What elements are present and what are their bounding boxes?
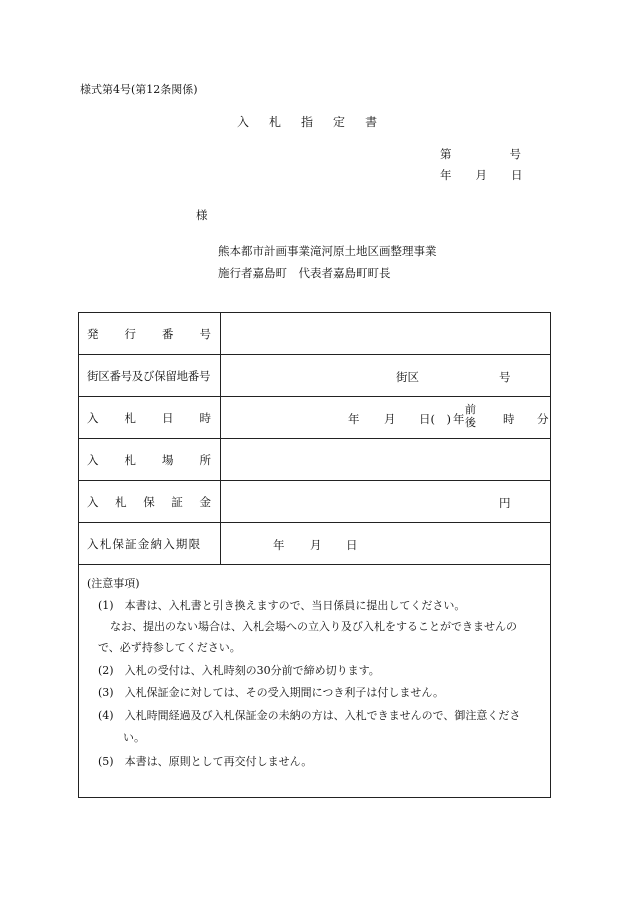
go-text: 号 bbox=[499, 370, 511, 384]
label-bid-place bbox=[79, 439, 221, 480]
note-5: (5) 本書は、原則として再交付しません。 bbox=[98, 755, 313, 768]
issuer-line-1: 熊本都市計画事業滝河原土地区画整理事業 bbox=[218, 244, 437, 258]
row-bid-deposit bbox=[79, 481, 550, 523]
pm-text: 後 bbox=[465, 416, 476, 429]
label-char: 日 bbox=[162, 410, 174, 425]
label-char: 時 bbox=[199, 410, 211, 425]
document-title bbox=[237, 113, 397, 130]
issue-year: 年 bbox=[440, 168, 452, 182]
row-block-number bbox=[79, 355, 550, 397]
issue-number bbox=[440, 146, 521, 162]
form-table bbox=[78, 312, 551, 798]
issue-dai: 第 bbox=[440, 147, 452, 161]
yen-text: 円 bbox=[499, 496, 511, 510]
issue-month: 月 bbox=[475, 168, 487, 182]
label-issue-number bbox=[79, 313, 221, 354]
hour-text: 時 bbox=[503, 412, 515, 426]
note-1-continued: なお、提出のない場合は、入札会場への立入り及び入札をすることができませんの bbox=[110, 620, 517, 633]
label-char: 入 bbox=[87, 494, 99, 509]
title-char: 定 bbox=[333, 115, 346, 129]
notes-heading: (注意事項) bbox=[87, 577, 140, 590]
issue-date bbox=[440, 167, 523, 183]
label-char: 入 bbox=[87, 410, 99, 425]
deadline-day: 日 bbox=[346, 538, 358, 552]
title-char: 入 bbox=[237, 115, 250, 129]
label-char: 行 bbox=[124, 326, 136, 341]
value-bid-place[interactable] bbox=[221, 439, 550, 480]
row-bid-datetime bbox=[79, 397, 550, 439]
day-text: 日( ) bbox=[419, 412, 451, 426]
label-block-number: 街区番号及び保留地番号 bbox=[79, 355, 221, 396]
note-2: (2) 入札の受付は、入札時刻の30分前で締め切ります。 bbox=[98, 664, 380, 677]
year-text: 年 bbox=[348, 412, 360, 426]
row-bid-place bbox=[79, 439, 550, 481]
issuer-line-2: 施行者嘉島町 代表者嘉島町町長 bbox=[218, 266, 391, 280]
note-3: (3) 入札保証金に対しては、その受入期間につき利子は付しません。 bbox=[98, 686, 445, 699]
block-text: 街区 bbox=[396, 370, 419, 384]
note-4: (4) 入札時間経過及び入札保証金の未納の方は、入札できませんので、御注意くださ bbox=[98, 709, 521, 722]
issue-day: 日 bbox=[511, 168, 523, 182]
label-char: 金 bbox=[199, 494, 211, 509]
value-bid-deposit[interactable] bbox=[221, 481, 550, 522]
issue-go: 号 bbox=[509, 147, 521, 161]
deadline-year: 年 bbox=[273, 538, 285, 552]
label-char: 証 bbox=[171, 494, 183, 509]
label-char: 番 bbox=[162, 326, 174, 341]
nen-text: 年 bbox=[453, 412, 465, 426]
label-char: 入 bbox=[87, 452, 99, 467]
label-char: 所 bbox=[199, 452, 211, 467]
title-char: 指 bbox=[301, 115, 314, 129]
addressee: 様 bbox=[196, 208, 208, 222]
value-issue-number[interactable] bbox=[221, 313, 550, 354]
note-1-continued-2: で、必ず持参してください。 bbox=[98, 641, 241, 654]
label-char: 発 bbox=[87, 326, 99, 341]
note-4-continued: い。 bbox=[123, 731, 145, 744]
label-char: 場 bbox=[162, 452, 174, 467]
label-char: 保 bbox=[143, 494, 155, 509]
label-char: 札 bbox=[124, 410, 136, 425]
title-char: 札 bbox=[269, 115, 282, 129]
deadline-month: 月 bbox=[310, 538, 322, 552]
label-char: 札 bbox=[124, 452, 136, 467]
label-deposit-deadline: 入札保証金納入期限 bbox=[79, 523, 221, 564]
title-char: 書 bbox=[365, 115, 378, 129]
note-1: (1) 本書は、入札書と引き換えますので、当日係員に提出してください。 bbox=[98, 599, 466, 612]
am-text: 前 bbox=[465, 403, 476, 416]
row-deposit-deadline bbox=[79, 523, 550, 565]
minute-text: 分 bbox=[537, 412, 549, 426]
form-number: 様式第4号(第12条関係) bbox=[80, 83, 198, 96]
value-deposit-deadline[interactable] bbox=[221, 523, 550, 564]
value-block-number[interactable] bbox=[221, 355, 550, 396]
label-bid-deposit bbox=[79, 481, 221, 522]
row-issue-number bbox=[79, 313, 550, 355]
label-char: 号 bbox=[199, 326, 211, 341]
value-bid-datetime[interactable] bbox=[221, 397, 550, 438]
am-pm bbox=[465, 403, 476, 429]
label-char: 札 bbox=[115, 494, 127, 509]
month-text: 月 bbox=[384, 412, 396, 426]
label-bid-datetime bbox=[79, 397, 221, 438]
notes-section bbox=[79, 565, 550, 797]
